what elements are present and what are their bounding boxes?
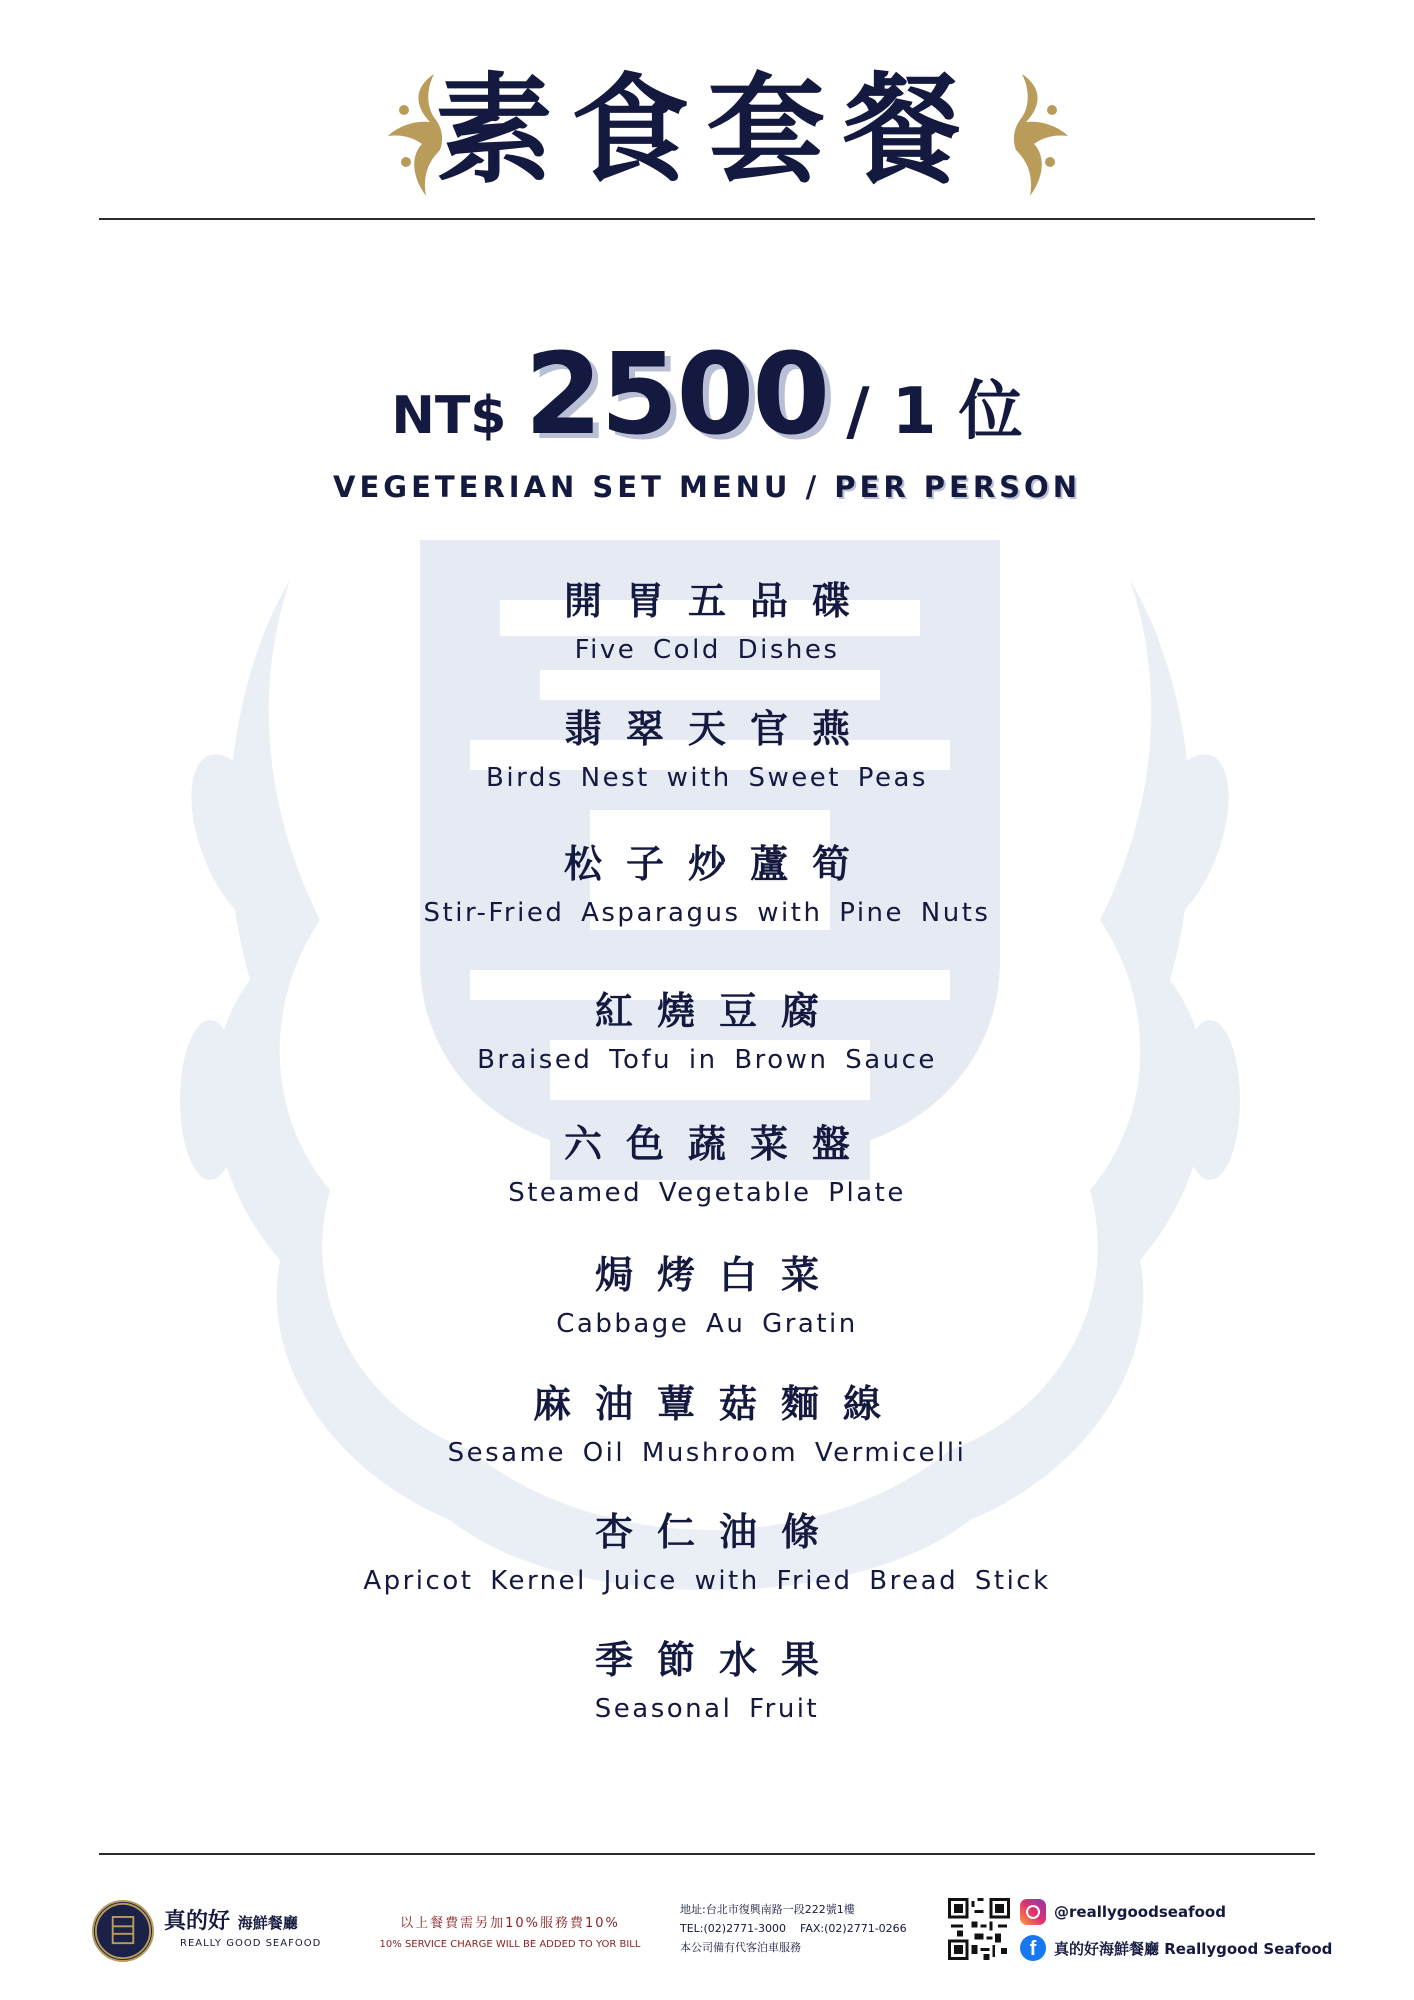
brand-name-en: REALLY GOOD SEAFOOD <box>180 1938 322 1949</box>
instagram-icon <box>1020 1899 1046 1925</box>
course-item <box>0 988 1414 1078</box>
course-name-zh: 杏仁油條 <box>594 1509 843 1554</box>
course-item <box>0 1509 1414 1599</box>
qr-code-icon <box>948 1898 1010 1960</box>
course-name-zh: 開胃五品碟 <box>563 578 874 623</box>
price-currency: NT$ <box>391 386 507 446</box>
price-per-person: / 1 位 <box>846 375 1023 449</box>
footer <box>0 1880 1414 1990</box>
brand-name-zh-small: 海鮮餐廳 <box>237 1914 298 1932</box>
service-charge-en: 10% SERVICE CHARGE WILL BE ADDED TO YOR BILL <box>379 1939 641 1950</box>
address: 地址:台北市復興南路一段222號1樓 <box>680 1903 855 1916</box>
course-item <box>0 1637 1414 1727</box>
course-name-en: Sesame Oil Mushroom Vermicelli <box>447 1438 967 1468</box>
course-item <box>0 578 1414 668</box>
course-name-en: Seasonal Fruit <box>594 1694 820 1724</box>
service-charge-zh: 以上餐費需另加10%服務費10% <box>400 1916 620 1931</box>
course-item <box>0 1381 1414 1471</box>
contact-info <box>680 1900 907 1957</box>
top-divider <box>99 218 1315 220</box>
course-name-en: Apricot Kernel Juice with Fried Bread Stick <box>363 1566 1051 1596</box>
course-name-zh: 麻油蕈菇麵線 <box>532 1381 905 1426</box>
price-line <box>0 330 1414 460</box>
course-name-en: Cabbage Au Gratin <box>556 1309 858 1339</box>
course-name-zh: 翡翠天官燕 <box>563 706 874 751</box>
bottom-divider <box>99 1853 1315 1855</box>
page-title: 素食套餐 <box>434 61 979 199</box>
course-name-en: Birds Nest with Sweet Peas <box>486 763 928 793</box>
course-name-zh: 紅燒豆腐 <box>594 988 843 1033</box>
instagram-handle: @reallygoodseafood <box>1054 1903 1226 1921</box>
phone-fax <box>680 1919 907 1938</box>
facebook-icon: f <box>1020 1935 1046 1961</box>
course-name-zh: 季節水果 <box>594 1637 843 1682</box>
course-name-en: Braised Tofu in Brown Sauce <box>477 1045 937 1075</box>
facebook-link[interactable] <box>1020 1930 1332 1966</box>
service-charge-notice <box>350 1912 670 1950</box>
course-item <box>0 841 1414 931</box>
fax: FAX:(02)2771-0266 <box>800 1922 907 1935</box>
instagram-link[interactable] <box>1020 1894 1332 1930</box>
brand-name-zh: 真的好 <box>164 1908 231 1934</box>
brand-name <box>164 1904 298 1935</box>
course-name-en: Stir-Fried Asparagus with Pine Nuts <box>423 898 991 928</box>
phone: TEL:(02)2771-3000 <box>680 1922 787 1935</box>
subtitle-per-person: PER PERSON <box>834 470 1081 504</box>
valet-parking: 本公司備有代客泊車服務 <box>680 1941 801 1954</box>
subtitle-set-menu: VEGETERIAN SET MENU / <box>333 470 835 504</box>
social-links <box>1020 1894 1332 1966</box>
facebook-page: 真的好海鮮餐廳 Reallygood Seafood <box>1054 1939 1333 1958</box>
course-name-en: Five Cold Dishes <box>574 635 840 665</box>
course-name-zh: 六色蔬菜盤 <box>563 1121 874 1166</box>
course-item <box>0 1252 1414 1342</box>
price-amount: 2500 <box>524 330 829 460</box>
menu-header <box>0 60 1414 200</box>
menu-subtitle <box>0 470 1414 504</box>
course-name-zh: 松子炒蘆筍 <box>563 841 874 886</box>
course-name-zh: 焗烤白菜 <box>594 1252 843 1297</box>
gold-flourish-right-icon <box>1004 70 1074 200</box>
restaurant-seal-logo-icon <box>92 1900 154 1962</box>
course-name-en: Steamed Vegetable Plate <box>508 1178 906 1208</box>
course-item <box>0 1121 1414 1211</box>
course-item <box>0 706 1414 796</box>
